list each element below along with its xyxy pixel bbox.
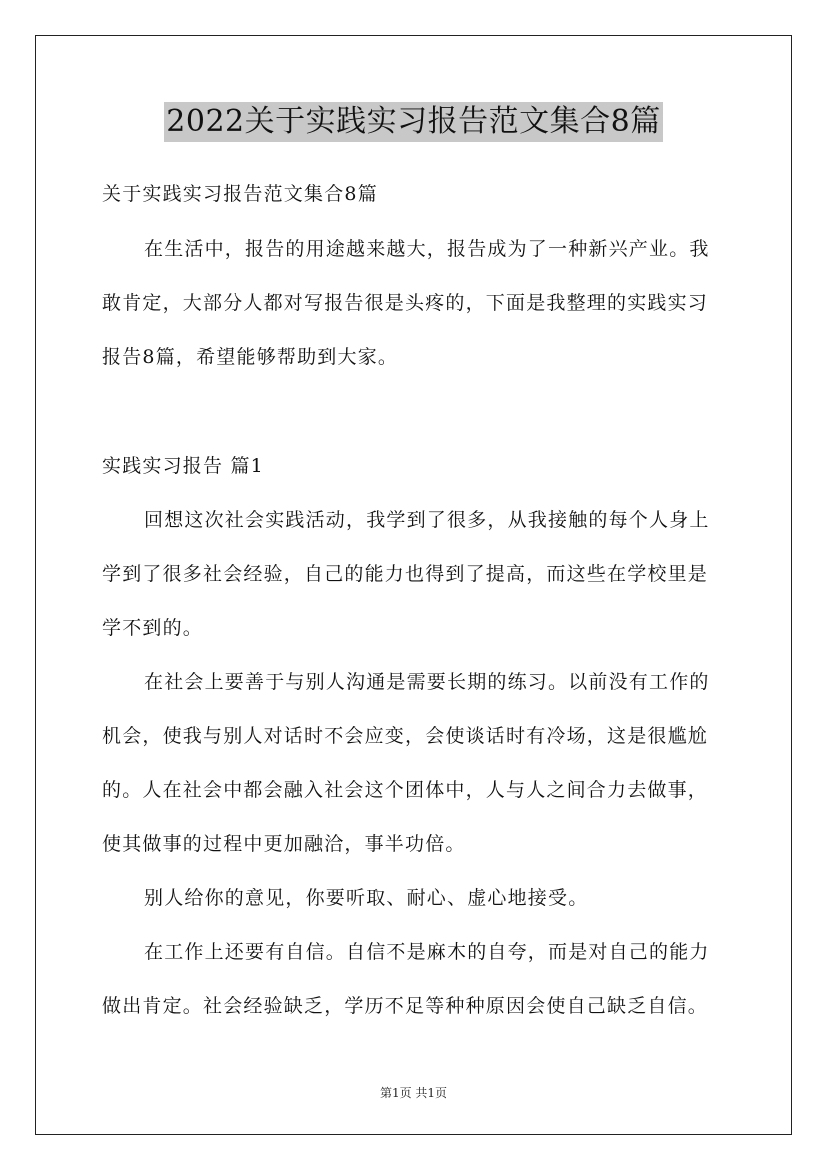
paragraph-1-line-3: 学不到的。 bbox=[102, 617, 204, 639]
page-footer: 第1页 共1页 bbox=[379, 1086, 448, 1100]
document-subtitle: 关于实践实习报告范文集合8篇 bbox=[102, 183, 378, 205]
paragraph-3-line-1: 别人给你的意见，你要听取、耐心、虚心地接受。 bbox=[144, 887, 589, 909]
section-heading: 实践实习报告 篇1 bbox=[102, 455, 264, 477]
title-wrapper bbox=[0, 102, 827, 142]
paragraph-2-line-1: 在社会上要善于与别人沟通是需要长期的练习。以前没有工作的 bbox=[144, 671, 710, 693]
paragraph-4-line-2: 做出肯定。社会经验缺乏，学历不足等种种原因会使自己缺乏自信。 bbox=[102, 995, 709, 1017]
document-title: 2022关于实践实习报告范文集合8篇 bbox=[164, 102, 662, 142]
paragraph-2-line-4: 使其做事的过程中更加融洽，事半功倍。 bbox=[102, 833, 466, 855]
paragraph-1-line-2: 学到了很多社会经验，自己的能力也得到了提高，而这些在学校里是 bbox=[102, 563, 709, 585]
intro-line-2: 敢肯定，大部分人都对写报告很是头疼的，下面是我整理的实践实习 bbox=[102, 292, 709, 314]
paragraph-2-line-2: 机会，使我与别人对话时不会应变，会使谈话时有冷场，这是很尴尬 bbox=[102, 725, 709, 747]
paragraph-2-line-3: 的。人在社会中都会融入社会这个团体中，人与人之间合力去做事， bbox=[102, 779, 709, 801]
paragraph-1-line-1: 回想这次社会实践活动，我学到了很多，从我接触的每个人身上 bbox=[144, 509, 710, 531]
intro-line-3: 报告8篇，希望能够帮助到大家。 bbox=[102, 346, 399, 368]
intro-line-1: 在生活中，报告的用途越来越大，报告成为了一种新兴产业。我 bbox=[144, 238, 710, 260]
paragraph-4-line-1: 在工作上还要有自信。自信不是麻木的自夸，而是对自己的能力 bbox=[144, 941, 710, 963]
